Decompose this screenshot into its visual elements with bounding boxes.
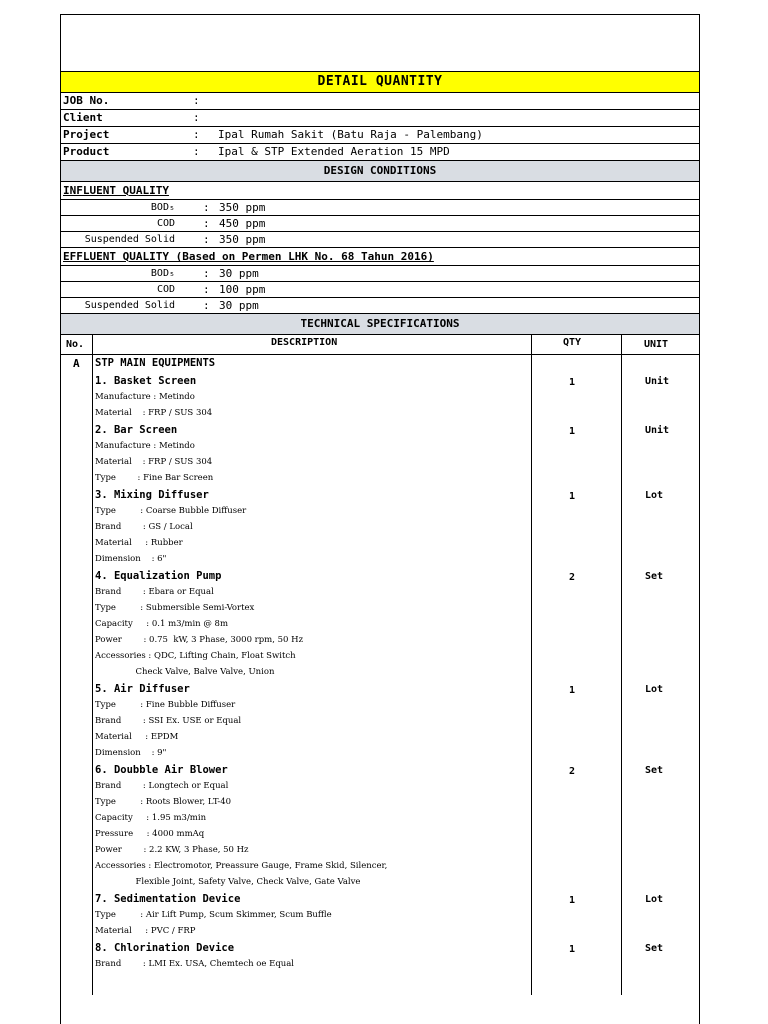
influent-block (61, 200, 699, 248)
quality-row (61, 232, 699, 248)
quality-value: 350 ppm (219, 233, 266, 246)
quality-value: 30 ppm (219, 299, 259, 312)
quality-colon: : (203, 267, 210, 280)
quality-label: COD (156, 284, 175, 295)
quantity-sheet (60, 14, 700, 1024)
item-qty: 1 (569, 895, 576, 906)
table-body (61, 355, 699, 995)
table-header (61, 335, 699, 355)
page-title: DETAIL QUANTITY (61, 72, 699, 93)
spec-line: Capacity : 1.95 m3/min (95, 813, 207, 823)
item-qty: 1 (569, 685, 576, 696)
item-name: 7. Sedimentation Device (95, 893, 241, 905)
item-unit: Set (645, 571, 664, 582)
item-qty: 2 (569, 766, 576, 777)
item-name: 1. Basket Screen (95, 375, 197, 387)
quality-row (61, 266, 699, 282)
quality-row (61, 216, 699, 232)
effluent-block (61, 266, 699, 314)
quality-value: 350 ppm (219, 201, 266, 214)
spec-line: Brand : SSI Ex. USE or Equal (95, 716, 242, 726)
quality-label: Suspended Solid (84, 234, 175, 245)
header-colon: : (193, 145, 200, 158)
quality-row (61, 282, 699, 298)
spec-line: Flexible Joint, Safety Valve, Check Valve, Gate Valve (95, 877, 361, 887)
header-label: Client (63, 111, 103, 124)
quality-colon: : (203, 283, 210, 296)
spec-line: Dimension : 9" (95, 748, 167, 758)
item-qty: 1 (569, 491, 576, 502)
tech-spec-banner: TECHNICAL SPECIFICATIONS (61, 314, 699, 335)
col-unit: UNIT (644, 339, 669, 350)
quality-value: 30 ppm (219, 267, 259, 280)
col-description: DESCRIPTION (271, 337, 338, 348)
item-qty: 2 (569, 572, 576, 583)
spec-line: Accessories : QDC, Lifting Chain, Float Switch (95, 651, 296, 661)
spec-line: Power : 0.75 kW, 3 Phase, 3000 rpm, 50 Hz (95, 635, 304, 645)
spec-line: Material : FRP / SUS 304 (95, 408, 213, 418)
spec-line: Brand : LMI Ex. USA, Chemtech oe Equal (95, 959, 295, 969)
col-no: No. (66, 339, 85, 350)
section-no: A (73, 357, 80, 370)
quality-colon: : (203, 233, 210, 246)
item-qty: 1 (569, 944, 576, 955)
spec-line: Brand : GS / Local (95, 522, 193, 532)
quality-row (61, 298, 699, 314)
quality-label: COD (156, 218, 175, 229)
quality-colon: : (203, 201, 210, 214)
quality-colon: : (203, 299, 210, 312)
spec-line: Brand : Longtech or Equal (95, 781, 229, 791)
header-colon: : (193, 94, 200, 107)
spec-line: Type : Air Lift Pump, Scum Skimmer, Scum Buffle (95, 910, 332, 920)
item-unit: Lot (645, 894, 664, 905)
quality-value: 450 ppm (219, 217, 266, 230)
spec-line: Type : Roots Blower, LT-40 (95, 797, 232, 807)
quality-label: BOD₅ (150, 202, 175, 213)
design-conditions-banner: DESIGN CONDITIONS (61, 161, 699, 182)
item-qty: 1 (569, 426, 576, 437)
spec-line: Material : Rubber (95, 538, 183, 548)
blank-header (61, 15, 699, 72)
item-unit: Lot (645, 490, 664, 501)
quality-row (61, 200, 699, 216)
effluent-title: EFFLUENT QUALITY (Based on Permen LHK No. 68 Tahun 2016) (61, 248, 699, 266)
header-label: Product (63, 145, 110, 158)
item-name: 2. Bar Screen (95, 424, 178, 436)
item-unit: Set (645, 765, 664, 776)
spec-line: Type : Submersible Semi-Vortex (95, 603, 255, 613)
header-label: JOB No. (63, 94, 110, 107)
header-colon: : (193, 111, 200, 124)
quality-value: 100 ppm (219, 283, 266, 296)
spec-line: Capacity : 0.1 m3/min @ 8m (95, 619, 229, 629)
quality-label: BOD₅ (150, 268, 175, 279)
item-name: 8. Chlorination Device (95, 942, 235, 954)
spec-line: Accessories : Electromotor, Preassure Gauge, Frame Skid, Silencer, (95, 861, 388, 871)
spec-line: Material : EPDM (95, 732, 179, 742)
item-unit: Set (645, 943, 664, 954)
header-label: Project (63, 128, 110, 141)
spec-line: Type : Fine Bubble Diffuser (95, 700, 236, 710)
header-row (61, 93, 699, 110)
item-name: 5. Air Diffuser (95, 683, 190, 695)
spec-line: Pressure : 4000 mmAq (95, 829, 205, 839)
spec-line: Type : Coarse Bubble Diffuser (95, 506, 247, 516)
quality-label: Suspended Solid (84, 300, 175, 311)
item-name: 4. Equalization Pump (95, 570, 222, 582)
spec-line: Type : Fine Bar Screen (95, 473, 214, 483)
item-name: 3. Mixing Diffuser (95, 489, 209, 501)
spec-line: Check Valve, Balve Valve, Union (95, 667, 275, 677)
item-qty: 1 (569, 377, 576, 388)
spec-line: Brand : Ebara or Equal (95, 587, 214, 597)
item-unit: Unit (645, 376, 670, 387)
header-row (61, 127, 699, 144)
spec-line: Manufacture : Metindo (95, 441, 195, 451)
header-colon: : (193, 128, 200, 141)
spec-line: Power : 2.2 KW, 3 Phase, 50 Hz (95, 845, 249, 855)
header-value: Ipal Rumah Sakit (Batu Raja - Palembang) (218, 128, 483, 141)
item-unit: Lot (645, 684, 664, 695)
header-row (61, 144, 699, 161)
spec-line: Manufacture : Metindo (95, 392, 195, 402)
header-block (61, 93, 699, 161)
header-row (61, 110, 699, 127)
spec-line: Dimension : 6" (95, 554, 167, 564)
quality-colon: : (203, 217, 210, 230)
item-name: 6. Doubble Air Blower (95, 764, 228, 776)
item-unit: Unit (645, 425, 670, 436)
spec-line: Material : FRP / SUS 304 (95, 457, 213, 467)
header-value: Ipal & STP Extended Aeration 15 MPD (218, 145, 450, 158)
spec-line: Material : PVC / FRP (95, 926, 196, 936)
section-title: STP MAIN EQUIPMENTS (95, 357, 216, 369)
influent-title: INFLUENT QUALITY (61, 182, 699, 200)
col-qty: QTY (563, 337, 582, 348)
